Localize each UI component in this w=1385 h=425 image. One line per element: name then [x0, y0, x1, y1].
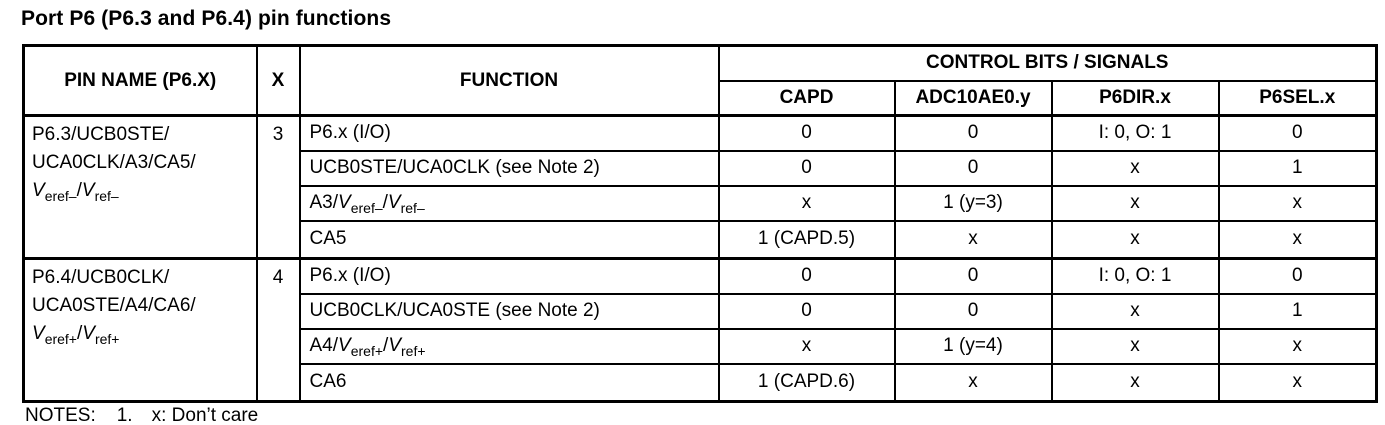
- adc10ae0-cell: x: [895, 364, 1052, 402]
- p6dir-cell: I: 0, O: 1: [1052, 116, 1219, 151]
- column-header-capd: CAPD: [719, 81, 895, 116]
- pin-name-cell: [24, 259, 257, 402]
- capd-cell: x: [719, 186, 895, 221]
- pin-name-line: UCA0STE/A4/CA6/: [32, 295, 196, 316]
- function-cell: P6.x (I/O): [300, 259, 719, 294]
- column-header-p6sel: P6SEL.x: [1219, 81, 1377, 116]
- capd-cell: 1 (CAPD.5): [719, 221, 895, 259]
- pin-name-line: $V_{eref-}/V_{ref-}$: [32, 180, 119, 204]
- capd-cell: 0: [719, 116, 895, 151]
- adc10ae0-cell: 0: [895, 151, 1052, 186]
- p6sel-cell: x: [1219, 364, 1377, 402]
- adc10ae0-cell: 1 (y=4): [895, 329, 1052, 364]
- pin-name-line: P6.4/UCB0CLK/: [32, 267, 170, 288]
- column-header-x: X: [257, 46, 300, 116]
- adc10ae0-cell: 0: [895, 116, 1052, 151]
- capd-cell: x: [719, 329, 895, 364]
- adc10ae0-cell: 1 (y=3): [895, 186, 1052, 221]
- p6dir-cell: x: [1052, 221, 1219, 259]
- function-cell: P6.x (I/O): [300, 116, 719, 151]
- function-cell: $A3/V_{eref-}/V_{ref-}$: [300, 186, 719, 221]
- p6dir-cell: x: [1052, 186, 1219, 221]
- p6sel-cell: 0: [1219, 259, 1377, 294]
- p6sel-cell: x: [1219, 186, 1377, 221]
- p6dir-cell: I: 0, O: 1: [1052, 259, 1219, 294]
- note-text: x: Don’t care: [151, 405, 259, 425]
- header-row-1: [24, 46, 1377, 81]
- column-header-pin-name: PIN NAME (P6.X): [24, 46, 257, 116]
- x-cell: 3: [257, 116, 300, 259]
- pin-name-line: $V_{eref+}/V_{ref+}$: [32, 323, 120, 347]
- function-cell: $A4/V_{eref+}/V_{ref+}$: [300, 329, 719, 364]
- p6sel-cell: x: [1219, 329, 1377, 364]
- page-title: Port P6 (P6.3 and P6.4) pin functions: [21, 7, 392, 30]
- pin-functions-table: [22, 44, 1378, 403]
- p6sel-cell: 1: [1219, 151, 1377, 186]
- p6dir-cell: x: [1052, 151, 1219, 186]
- notes-label: NOTES:: [25, 405, 96, 425]
- column-header-function: FUNCTION: [300, 46, 719, 116]
- function-cell: UCB0CLK/UCA0STE (see Note 2): [300, 294, 719, 329]
- pin-name-cell: [24, 116, 257, 259]
- p6sel-cell: x: [1219, 221, 1377, 259]
- p6dir-cell: x: [1052, 364, 1219, 402]
- x-cell: 4: [257, 259, 300, 402]
- notes-line: [25, 405, 258, 425]
- p6sel-cell: 1: [1219, 294, 1377, 329]
- table-row: [24, 259, 1377, 294]
- note-number: 1.: [116, 405, 133, 425]
- adc10ae0-cell: x: [895, 221, 1052, 259]
- p6dir-cell: x: [1052, 294, 1219, 329]
- function-cell: UCB0STE/UCA0CLK (see Note 2): [300, 151, 719, 186]
- table-row: [24, 116, 1377, 151]
- adc10ae0-cell: 0: [895, 294, 1052, 329]
- column-header-p6dir: P6DIR.x: [1052, 81, 1219, 116]
- pin-name-line: P6.3/UCB0STE/: [32, 124, 170, 145]
- capd-cell: 0: [719, 294, 895, 329]
- function-cell: CA6: [300, 364, 719, 402]
- column-header-adc10ae0: ADC10AE0.y: [895, 81, 1052, 116]
- capd-cell: 0: [719, 151, 895, 186]
- p6dir-cell: x: [1052, 329, 1219, 364]
- column-header-control-bits: CONTROL BITS / SIGNALS: [719, 46, 1377, 81]
- adc10ae0-cell: 0: [895, 259, 1052, 294]
- capd-cell: 1 (CAPD.6): [719, 364, 895, 402]
- capd-cell: 0: [719, 259, 895, 294]
- function-cell: CA5: [300, 221, 719, 259]
- pin-name-line: UCA0CLK/A3/CA5/: [32, 152, 196, 173]
- p6sel-cell: 0: [1219, 116, 1377, 151]
